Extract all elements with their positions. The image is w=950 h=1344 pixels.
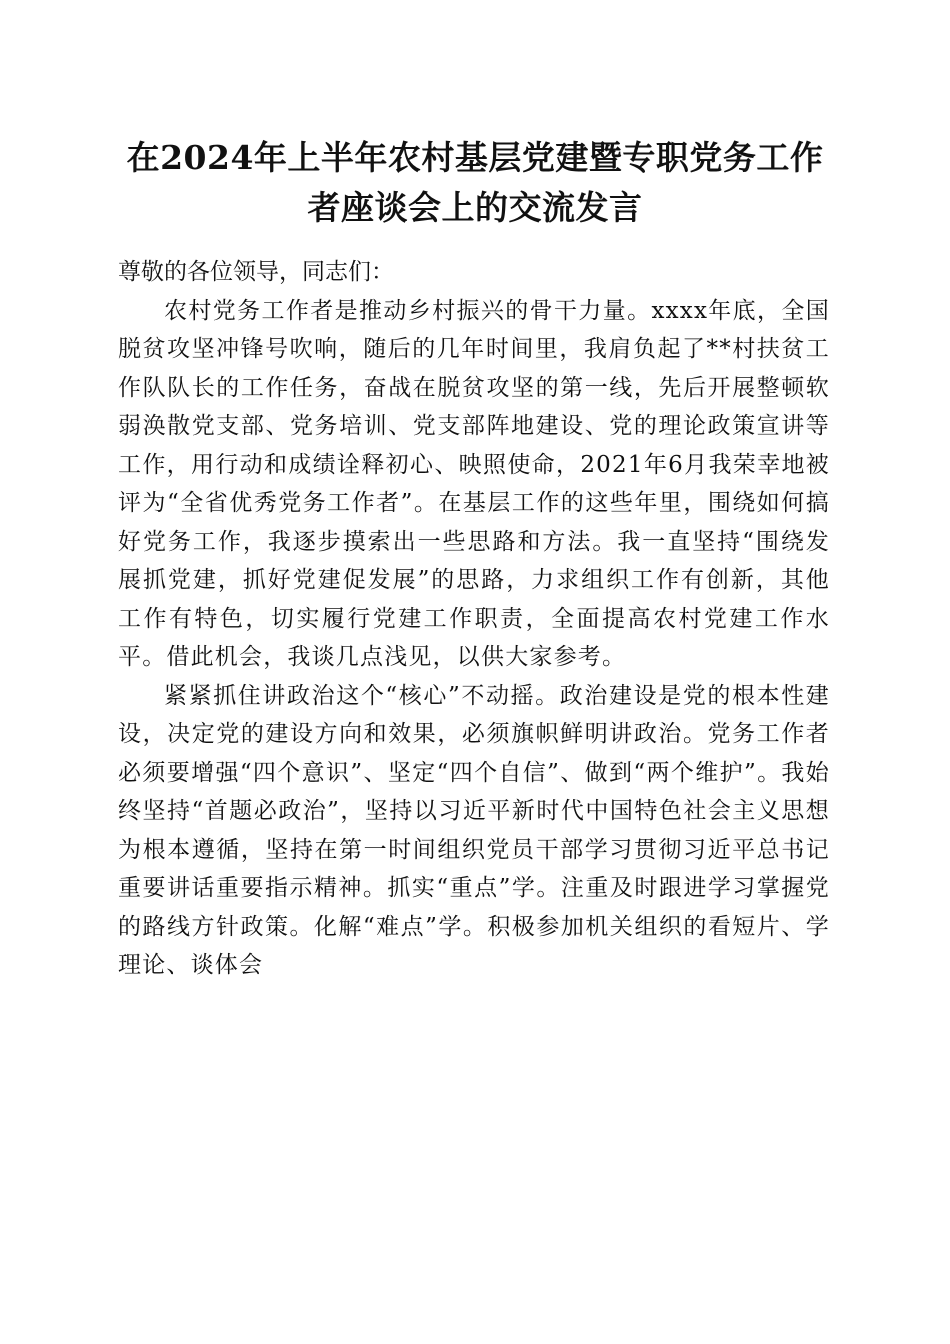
document-title: 在2024年上半年农村基层党建暨专职党务工作者座谈会上的交流发言 [126, 138, 824, 227]
paragraph-politics-core: 紧紧抓住讲政治这个“核心”不动摇。政治建设是党的根本性建设，决定党的建设方向和效果，必须旗帜鲜明讲政治。党务工作者必须要增强“四个意识”、坚定“四个自信”、做到“两个维护”。我始终坚持“首题必政治”，坚持以习近平新时代中国特色社会主义思想为根本遵循，坚持在第一时间组织党员干部学习贯彻习近平总书记重要讲话重要指示精神。抓实“重点”学。注重及时跟进学习掌握党的路线方针政策。化解“难点”学。积极参加机关组织的看短片、学理论、谈体会 [118, 682, 830, 978]
paragraph-intro: 农村党务工作者是推动乡村振兴的骨干力量。xxxx年底，全国脱贫攻坚冲锋号吹响，随后的几年时间里，我肩负起了**村扶贫工作队队长的工作任务，奋战在脱贫攻坚的第一线，先后开展整顿软弱涣散党支部、党务培训、党支部阵地建设、党的理论政策宣讲等工作，用行动和成绩诠释初心、映照使命，2021年6月我荣幸地被评为“全省优秀党务工作者”。在基层工作的这些年里，围绕如何搞好党务工作，我逐步摸索出一些思路和方法。我一直坚持“围绕发展抓党建，抓好党建促发展”的思路，力求组织工作有创新，其他工作有特色，切实履行党建工作职责，全面提高农村党建工作水平。借此机会，我谈几点浅见，以供大家参考。 [118, 297, 830, 670]
salutation: 尊敬的各位领导，同志们： [118, 259, 394, 285]
document-body [118, 253, 830, 985]
